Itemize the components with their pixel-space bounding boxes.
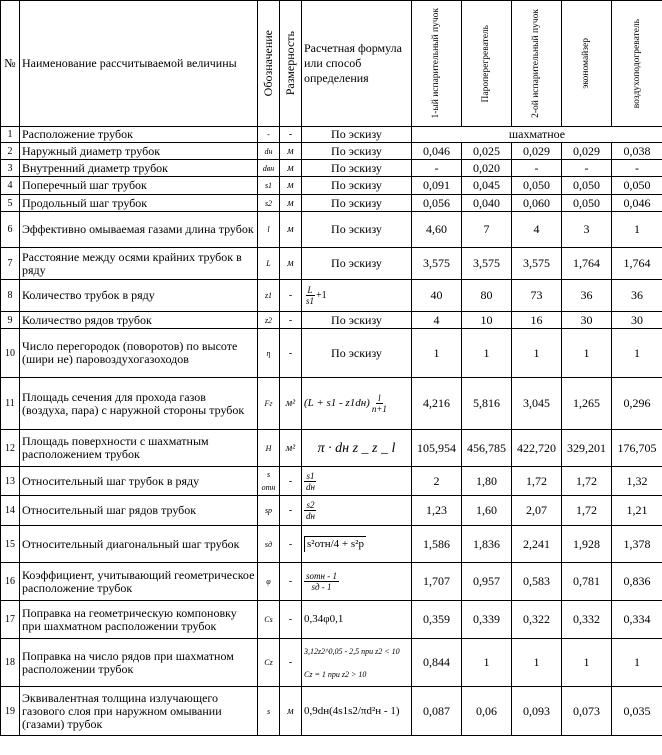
row-unit: м	[280, 143, 302, 160]
header-row	[1, 1, 662, 127]
row-value: 7	[462, 212, 512, 248]
row-value: 105,954	[412, 430, 462, 467]
row-symbol: s2	[258, 195, 280, 212]
row-formula	[302, 248, 412, 280]
formula-fraction	[304, 500, 317, 521]
formula-text: По эскизу	[331, 178, 382, 192]
formula-fraction	[304, 571, 339, 592]
table-row	[1, 329, 662, 378]
row-value: 0,050	[512, 177, 562, 195]
table-row	[1, 248, 662, 280]
row-value: 1	[412, 329, 462, 378]
row-number: 10	[1, 329, 20, 378]
row-value: 0,781	[562, 563, 612, 601]
row-value: 1,21	[612, 496, 662, 526]
row-formula	[302, 430, 412, 467]
row-value: 1	[512, 639, 562, 687]
header-symbol: Обозначение	[261, 30, 275, 97]
row-number: 15	[1, 526, 20, 563]
row-formula	[302, 526, 412, 563]
row-symbol: z2	[258, 312, 280, 329]
row-value: 0,046	[612, 195, 662, 212]
row-formula	[302, 127, 412, 143]
row-value: 2	[412, 467, 462, 496]
row-number: 3	[1, 160, 20, 177]
row-symbol: dн	[258, 143, 280, 160]
row-value: 2,07	[512, 496, 562, 526]
row-value: 0,322	[512, 601, 562, 639]
row-number: 7	[1, 248, 20, 280]
row-name: Эффективно омываемая газами длина трубок	[20, 212, 258, 248]
formula-text: 0,9dн(4s1s2/πd²н - 1)	[304, 704, 400, 717]
fraction-numerator: s2	[306, 500, 315, 510]
formula-text: π · dн z _ z _ l	[317, 440, 396, 456]
row-value: 1,72	[562, 467, 612, 496]
row-value: 0,029	[562, 143, 612, 160]
row-value: 1	[512, 329, 562, 378]
table-row	[1, 212, 662, 248]
row-unit: -	[280, 601, 302, 639]
row-symbol: Cs	[258, 601, 280, 639]
row-value: -	[412, 160, 462, 177]
row-symbol: L	[258, 248, 280, 280]
row-value: 3,575	[512, 248, 562, 280]
row-symbol: H	[258, 430, 280, 467]
row-value: 36	[562, 280, 612, 312]
row-unit: м	[280, 160, 302, 177]
formula-text: По эскизу	[331, 143, 382, 158]
row-number: 11	[1, 378, 20, 430]
row-name: Поправка на геометрическую компоновку при шахматном расположении трубок	[20, 601, 258, 639]
row-value: 1	[462, 329, 512, 378]
fraction-denominator: dн	[306, 481, 315, 492]
table-row	[1, 601, 662, 639]
row-name: Внутренний диаметр трубок	[20, 160, 258, 177]
header-col-3: 2-ой испарительный пучок	[531, 9, 541, 118]
row-value: 0,332	[562, 601, 612, 639]
row-name: Площадь сечения для прохода газов (воздуха, пара) с наружной стороны трубок	[20, 378, 258, 430]
row-number: 18	[1, 639, 20, 687]
formula-root: s²отн/4 + s²р	[304, 536, 366, 552]
row-value: 0,844	[412, 639, 462, 687]
table-row	[1, 687, 662, 736]
row-symbol: -	[258, 127, 280, 143]
row-value: 73	[512, 280, 562, 312]
fraction-numerator: s1	[306, 470, 315, 481]
row-value: 1,72	[562, 496, 612, 526]
row-value: 0,339	[462, 601, 512, 639]
row-symbol: sд	[258, 526, 280, 563]
row-value: 3,045	[512, 378, 562, 430]
row-name: Площадь поверхности с шахматным расположением трубок	[20, 430, 258, 467]
row-value: 80	[462, 280, 512, 312]
row-unit: м	[280, 248, 302, 280]
formula-text: По эскизу	[331, 195, 382, 210]
table-row	[1, 563, 662, 601]
header-col-4: экономайзер	[581, 38, 591, 89]
row-name: Эквивалентная толщина излучающего газового слоя при наружном омывании (газами) трубок	[20, 687, 258, 736]
row-value: 30	[612, 312, 662, 329]
row-unit: м	[280, 212, 302, 248]
table-row	[1, 160, 662, 177]
row-value: 0,025	[462, 143, 512, 160]
row-name: Коэффициент, учитывающий геометрическое расположение трубок	[20, 563, 258, 601]
row-symbol: s	[258, 687, 280, 736]
row-number: 13	[1, 467, 20, 496]
row-value: 0,091	[412, 177, 462, 195]
row-value: 1,23	[412, 496, 462, 526]
fraction-numerator: sотн - 1	[306, 571, 337, 581]
row-symbol: Cz	[258, 639, 280, 687]
formula-fraction	[370, 393, 389, 414]
row-formula	[302, 195, 412, 212]
row-value: -	[562, 160, 612, 177]
row-value: 5,816	[462, 378, 512, 430]
row-symbol: η	[258, 329, 280, 378]
row-unit: м²	[280, 378, 302, 430]
row-value: 0,087	[412, 687, 462, 736]
row-value: 40	[412, 280, 462, 312]
header-col-5: воздухоподогреватель	[631, 18, 642, 109]
row-value: 0,060	[512, 195, 562, 212]
row-value: 1,60	[462, 496, 512, 526]
row-value: 456,785	[462, 430, 512, 467]
formula-text: По эскизу	[331, 222, 382, 236]
fraction-denominator: s1	[306, 296, 315, 306]
row-unit: -	[280, 329, 302, 378]
table-row	[1, 280, 662, 312]
formula-text: 0,34φ0,1	[304, 613, 344, 625]
row-value: 1,928	[562, 526, 612, 563]
table-row	[1, 127, 662, 143]
row-value: 0,583	[512, 563, 562, 601]
formula-line-a: 3,12z2^0,05 - 2,5 при z2 < 10	[304, 646, 400, 656]
row-value: 1,586	[412, 526, 462, 563]
row-name: Поперечный шаг трубок	[20, 177, 258, 195]
row-formula	[302, 143, 412, 160]
row-number: 19	[1, 687, 20, 736]
table-row	[1, 312, 662, 329]
row-symbol: s1	[258, 177, 280, 195]
row-value: 1	[612, 639, 662, 687]
row-value: 0,073	[562, 687, 612, 736]
row-symbol: Fг	[258, 378, 280, 430]
table-row	[1, 195, 662, 212]
row-unit: -	[280, 496, 302, 526]
row-value: 0,020	[462, 160, 512, 177]
row-formula	[302, 378, 412, 430]
row-value: 30	[562, 312, 612, 329]
row-unit: -	[280, 312, 302, 329]
row-name: Продольный шаг трубок	[20, 195, 258, 212]
row-name: Расположение трубок	[20, 127, 258, 143]
row-value: 0,836	[612, 563, 662, 601]
row-value: 0,046	[412, 143, 462, 160]
row-number: 14	[1, 496, 20, 526]
row-value: 1	[562, 639, 612, 687]
header-no: №	[1, 1, 20, 127]
row-value: 176,705	[612, 430, 662, 467]
row-value: 3,575	[462, 248, 512, 280]
table-row	[1, 378, 662, 430]
row-number: 5	[1, 195, 20, 212]
row-formula	[302, 467, 412, 496]
row-number: 2	[1, 143, 20, 160]
row-unit: -	[280, 280, 302, 312]
formula-text: По эскизу	[331, 160, 382, 175]
row-value: -	[512, 160, 562, 177]
row-unit: м	[280, 687, 302, 736]
row-value: 0,296	[612, 378, 662, 430]
row-name: Расстояние между осями крайних трубок в ряду	[20, 248, 258, 280]
row-value: 1	[612, 212, 662, 248]
table-row	[1, 177, 662, 195]
row-value: 4	[512, 212, 562, 248]
fraction-denominator: sд - 1	[311, 582, 332, 592]
row-number: 1	[1, 127, 20, 143]
row-unit: м	[280, 195, 302, 212]
row-formula	[302, 563, 412, 601]
row-value: 0,359	[412, 601, 462, 639]
row-number: 8	[1, 280, 20, 312]
row-formula	[302, 687, 412, 736]
header-col-1: 1-ый испарительный пучок	[431, 8, 441, 119]
row-value: 0,056	[412, 195, 462, 212]
table-row	[1, 639, 662, 687]
row-value: 1,265	[562, 378, 612, 430]
row-formula	[302, 496, 412, 526]
table-row	[1, 526, 662, 563]
header-formula: Расчетная формула или способ определения	[302, 1, 412, 127]
row-formula	[302, 160, 412, 177]
formula-text: По эскизу	[331, 127, 382, 141]
row-value: 0,045	[462, 177, 512, 195]
row-unit: -	[280, 127, 302, 143]
row-formula	[302, 280, 412, 312]
formula-fraction	[304, 471, 317, 492]
header-name: Наименование рассчитываемой величины	[20, 1, 258, 127]
row-value: 0,093	[512, 687, 562, 736]
formula-text: По эскизу	[331, 312, 382, 327]
table-row	[1, 430, 662, 467]
row-unit: м	[280, 177, 302, 195]
row-value: 10	[462, 312, 512, 329]
row-formula	[302, 329, 412, 378]
row-name: Количество рядов трубок	[20, 312, 258, 329]
row-span-value: шахматное	[412, 127, 662, 143]
formula-text: По эскизу	[331, 345, 382, 360]
formula-fraction	[304, 285, 316, 306]
row-value: 4	[412, 312, 462, 329]
row-value: 0,050	[612, 177, 662, 195]
row-name: Наружный диаметр трубок	[20, 143, 258, 160]
row-name: Относительный диагональный шаг трубок	[20, 526, 258, 563]
row-number: 12	[1, 430, 20, 467]
row-value: 1,707	[412, 563, 462, 601]
row-name: Поправка на число рядов при шахматном расположении трубок	[20, 639, 258, 687]
row-value: 0,040	[462, 195, 512, 212]
row-unit: м²	[280, 430, 302, 467]
row-value: 1,764	[562, 248, 612, 280]
row-value: 3,575	[412, 248, 462, 280]
row-symbol: dвн	[258, 160, 280, 177]
row-value: 4,60	[412, 212, 462, 248]
row-number: 6	[1, 212, 20, 248]
row-symbol: s отн	[258, 467, 280, 496]
row-unit: -	[280, 467, 302, 496]
row-formula	[302, 212, 412, 248]
row-symbol: φ	[258, 563, 280, 601]
row-value: 0,038	[612, 143, 662, 160]
row-value: 0,029	[512, 143, 562, 160]
row-unit: -	[280, 563, 302, 601]
row-value: 1,72	[512, 467, 562, 496]
row-value: 2,241	[512, 526, 562, 563]
row-formula	[302, 601, 412, 639]
row-value: 1,80	[462, 467, 512, 496]
row-symbol: z1	[258, 280, 280, 312]
row-value: 0,06	[462, 687, 512, 736]
row-value: 16	[512, 312, 562, 329]
row-value: 3	[562, 212, 612, 248]
row-value: 4,216	[412, 378, 462, 430]
row-name: Относительный шаг трубок в ряду	[20, 467, 258, 496]
row-symbol: sр	[258, 496, 280, 526]
table-row	[1, 467, 662, 496]
row-value: 1	[562, 329, 612, 378]
row-formula	[302, 312, 412, 329]
fraction-numerator: L	[307, 285, 313, 295]
row-value: 1,836	[462, 526, 512, 563]
header-col-2: Пароперегреватель	[481, 24, 491, 103]
row-symbol: l	[258, 212, 280, 248]
row-number: 16	[1, 563, 20, 601]
row-value: 1,378	[612, 526, 662, 563]
row-value: 422,720	[512, 430, 562, 467]
row-unit: -	[280, 526, 302, 563]
formula-tail: +1	[316, 290, 327, 302]
fraction-numerator: l	[378, 393, 381, 403]
row-number: 4	[1, 177, 20, 195]
row-value: -	[612, 160, 662, 177]
row-number: 9	[1, 312, 20, 329]
row-value: 36	[612, 280, 662, 312]
formula-line-b: Cz = 1 при z2 > 10	[304, 669, 367, 679]
row-value: 0,035	[612, 687, 662, 736]
row-formula	[302, 177, 412, 195]
row-value: 1,764	[612, 248, 662, 280]
row-name: Количество трубок в ряду	[20, 280, 258, 312]
row-name: Число перегородок (поворотов) по высоте (шири не) паровоздухогазоходов	[20, 329, 258, 378]
row-formula	[302, 639, 412, 687]
row-value: 0,050	[562, 195, 612, 212]
table-row	[1, 143, 662, 160]
header-unit: Размерность	[283, 31, 297, 96]
row-value: 0,957	[462, 563, 512, 601]
row-value: 0,334	[612, 601, 662, 639]
row-number: 17	[1, 601, 20, 639]
row-name: Относительный шаг рядов трубок	[20, 496, 258, 526]
row-value: 1	[612, 329, 662, 378]
formula-text: По эскизу	[331, 256, 382, 270]
fraction-denominator: n+1	[371, 404, 387, 414]
row-value: 0,050	[562, 177, 612, 195]
row-unit: -	[280, 639, 302, 687]
row-value: 1	[462, 639, 512, 687]
row-value: 1,32	[612, 467, 662, 496]
row-value: 329,201	[562, 430, 612, 467]
table-row	[1, 496, 662, 526]
formula-prefix: (L + s1 - z1dн)	[304, 397, 370, 410]
fraction-denominator: dн	[306, 511, 315, 521]
